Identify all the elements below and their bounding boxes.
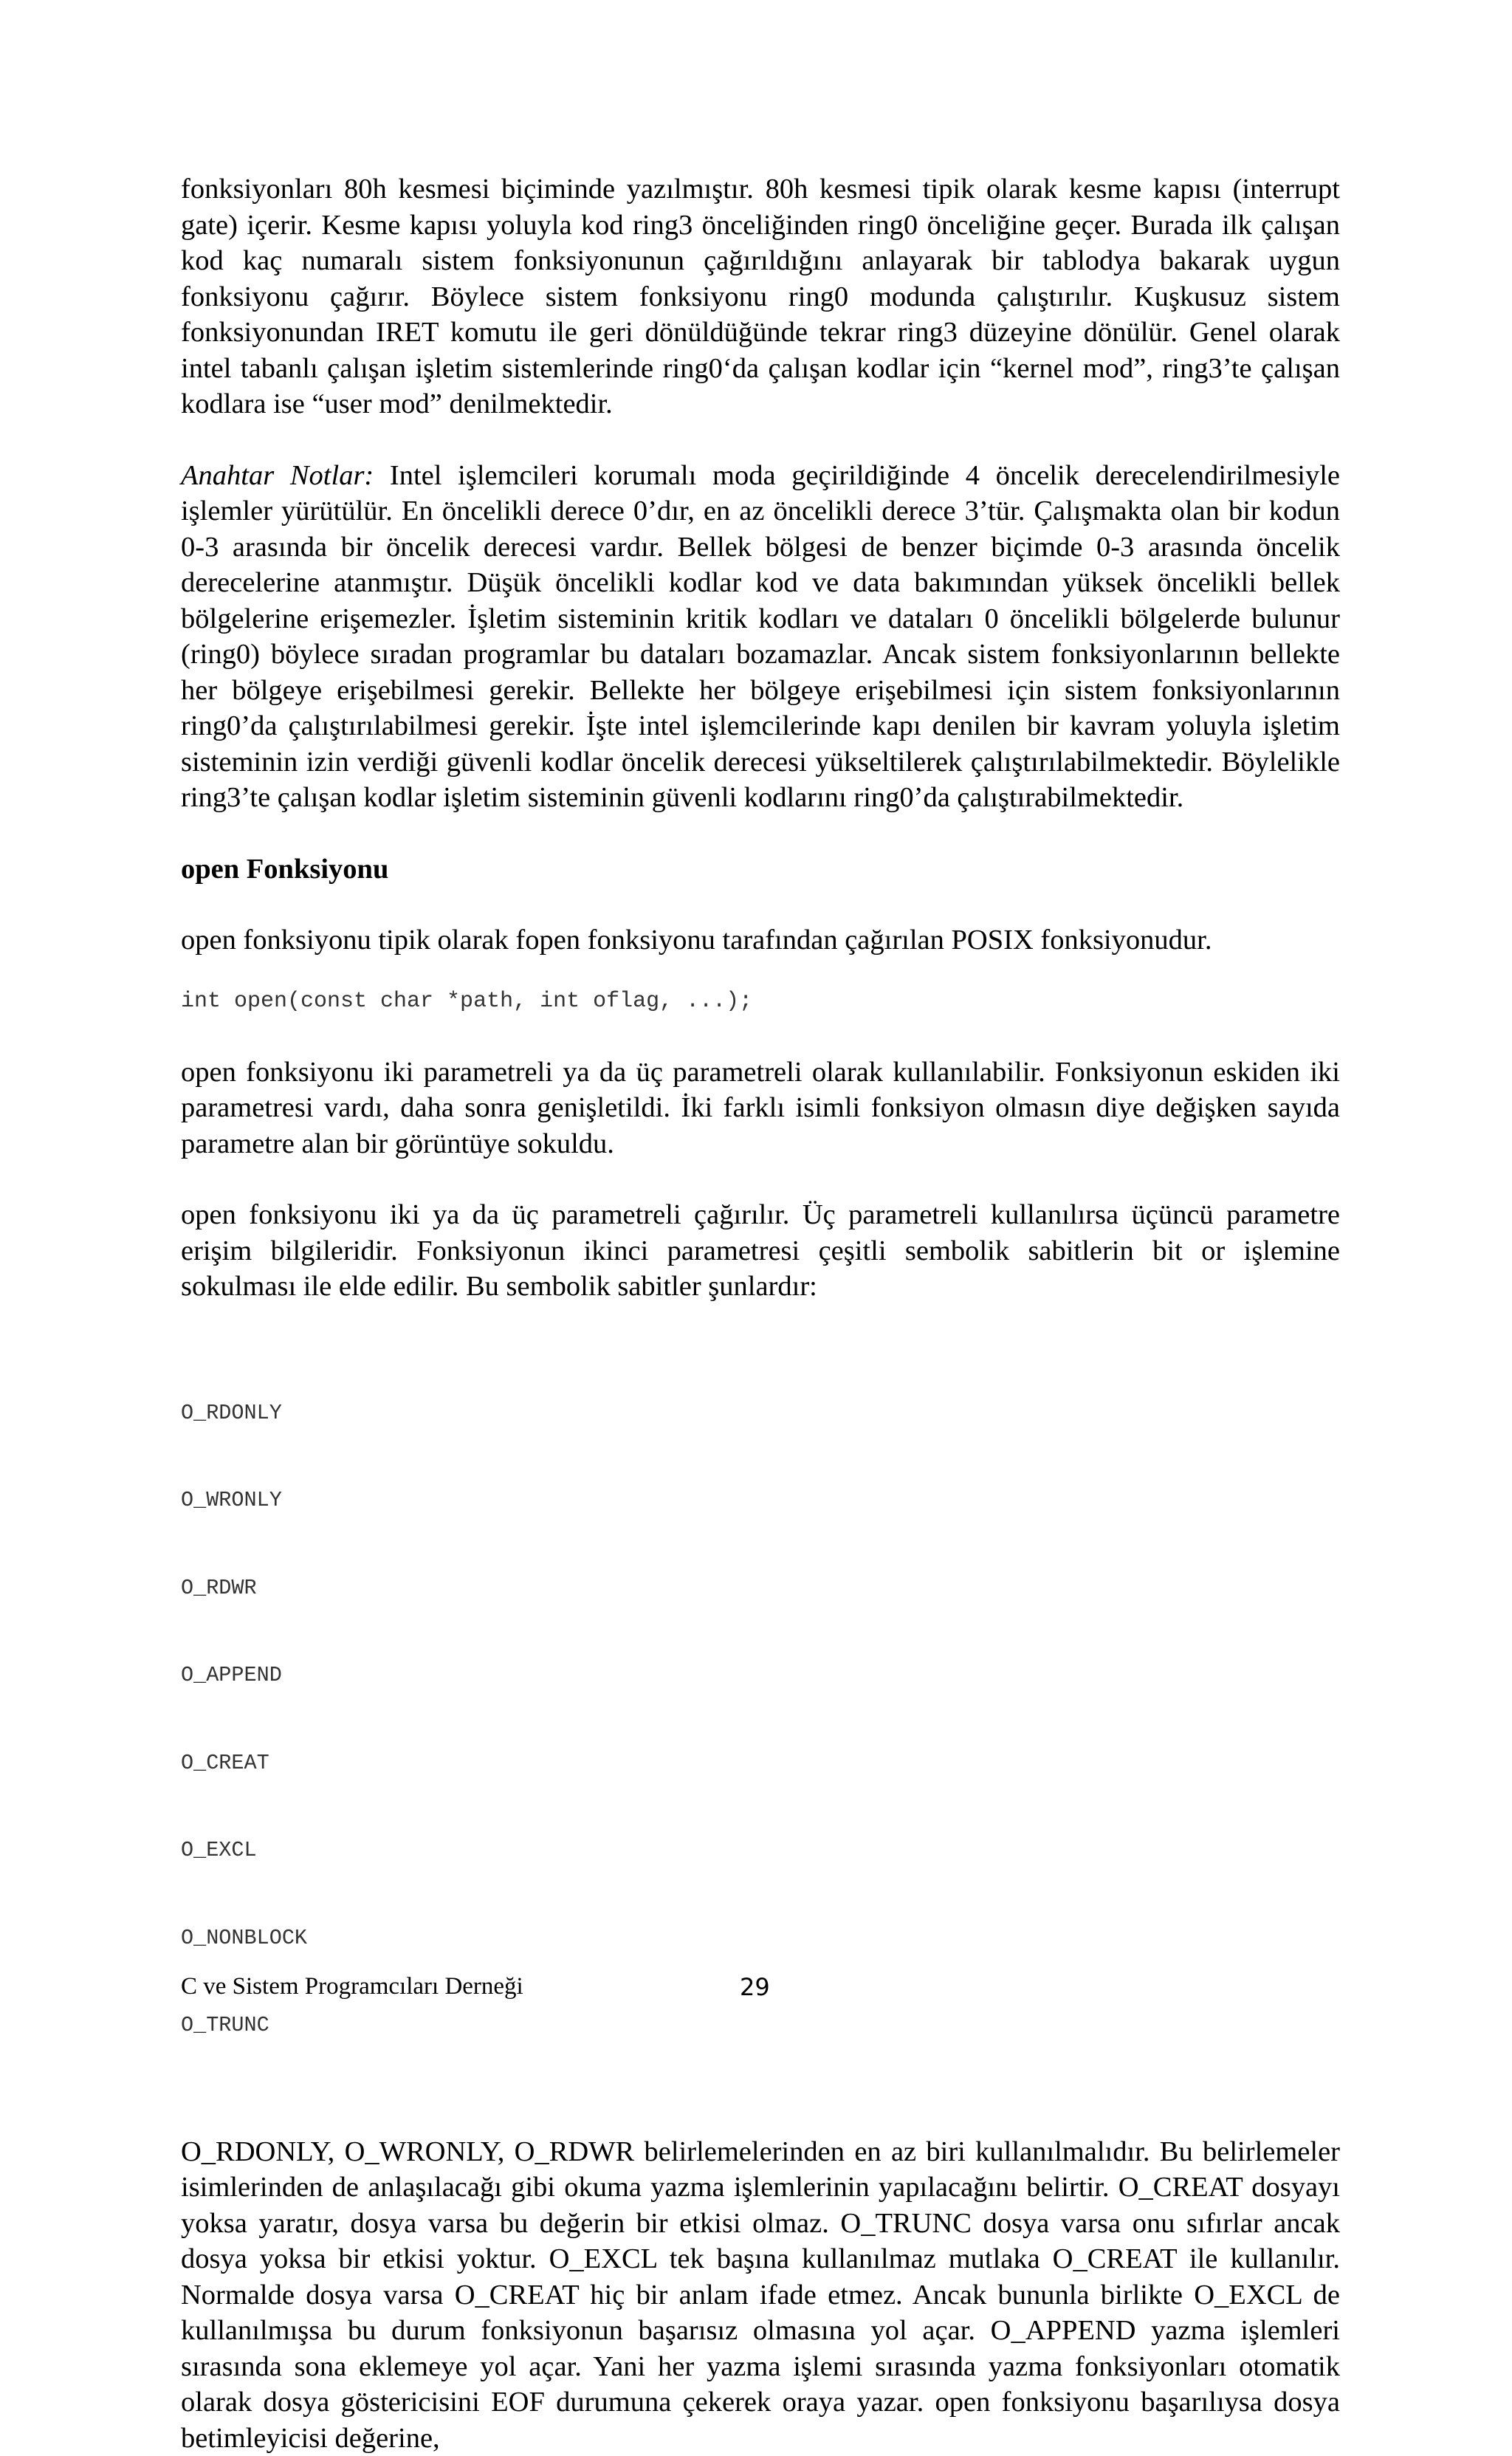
flag-item: O_TRUNC [181,2011,1340,2040]
key-notes-label: Anahtar Notlar: [181,460,374,491]
flag-item: O_RDWR [181,1574,1340,1603]
code-open-signature: int open(const char *path, int oflag, ...); [181,984,1340,1019]
flag-item: O_CREAT [181,1749,1340,1778]
key-notes-paragraph [181,458,1340,816]
paragraph-open-intro: open fonksiyonu tipik olarak fopen fonksiyonu tarafından çağırılan POSIX fonksiyonudur. [181,922,1340,958]
section-heading-open: open Fonksiyonu [181,851,1340,888]
flag-item: O_APPEND [181,1661,1340,1690]
flag-item: O_WRONLY [181,1486,1340,1515]
key-notes-body: Intel işlemcileri korumalı moda geçirildiğinde 4 öncelik derecelendirilmesiyle işlemler yürütülür. En öncelikli derece 0’dır, en az öncelikli derece 3’tür. Çalışmakta olan bir kodun 0-3 arasında bir öncelik derecesi vardır. Bellek bölgesi de benzer biçimde 0-3 arasında öncelik derecelerine atanmıştır. Düşük öncelikli kodlar kod ve data bakımından yüksek öncelikli bellek bölgelerine erişemezler. İşletim sisteminin kritik kodları ve dataları 0 öncelikli bölgelerde bulunur (ring0) böylece sıradan programlar bu dataları bozamazlar. Ancak sistem fonksiyonlarının bellekte her bölgeye erişebilmesi gerekir. Bellekte her bölgeye erişebilmesi için sistem fonksiyonlarının ring0’da çalıştırılabilmesi gerekir. İşte intel işlemcilerinde kapı denilen bir kavram yoluyla işletim sisteminin izin verdiği güvenli kodlar öncelik derecesi yükseltilerek çalıştırılabilmektedir. Böylelikle ring3’te çalışan kodlar işletim sisteminin güvenli kodlarını ring0’da çalıştırabilmektedir. [181,460,1340,814]
paragraph-system-call-intro: fonksiyonları 80h kesmesi biçiminde yazılmıştır. 80h kesmesi tipik olarak kesme kapısı (interrupt gate) içerir. Kesme kapısı yoluyla kod ring3 önceliğinden ring0 önceliğine geçer. Burada ilk çalışan kod kaç numaralı sistem fonksiyonunun çağırıldığını anlayarak bir tablodya bakarak uygun fonksiyonu çağırır. Böylece sistem fonksiyonu ring0 modunda çalıştırılır. Kuşkusuz sistem fonksiyonundan IRET komutu ile geri dönüldüğünde tekrar ring3 düzeyine dönülür. Genel olarak intel tabanlı çalışan işletim sistemlerinde ring0‘da çalışan kodlar için “kernel mod”, ring3’te çalışan kodlara ise “user mod” denilmektedir. [181,171,1340,422]
flag-item: O_RDONLY [181,1399,1340,1428]
flag-item: O_NONBLOCK [181,1924,1340,1953]
page-body [181,171,1340,2456]
paragraph-open-params: open fonksiyonu iki parametreli ya da üç parametreli olarak kullanılabilir. Fonksiyonun eskiden iki parametresi vardı, daha sonra genişletildi. İki farklı isimli fonksiyon olmasın diye değişken sayıda parametre alan bir görüntüye sokuldu. [181,1054,1340,1162]
paragraph-flags-explained: O_RDONLY, O_WRONLY, O_RDWR belirlemelerinden en az biri kullanılmalıdır. Bu belirlemeler isimlerinden de anlaşılacağı gibi okuma yazma işlemlerinin yapılacağını belirtir. O_CREAT dosyayı yoksa yaratır, dosya varsa bu değerin bir etkisi olmaz. O_TRUNC dosya varsa onu sıfırlar ancak dosya yoksa bir etkisi yoktur. O_EXCL tek başına kullanılmaz mutlaka O_CREAT ile kullanılır. Normalde dosya varsa O_CREAT hiç bir anlam ifade etmez. Ancak bununla birlikte O_EXCL de kullanılmışsa bu durum fonksiyonun başarısız olmasına yol açar. O_APPEND yazma işlemleri sırasında sona eklemeye yol açar. Yani her yazma işlemi sırasında yazma fonksiyonları otomatik olarak dosya göstericisini EOF durumuna çekerek oraya yazar. open fonksiyonu başarılıysa dosya betimleyicisi değerine, [181,2134,1340,2456]
footer-organization: C ve Sistem Programcıları Derneği [181,1973,523,2000]
flag-item: O_EXCL [181,1836,1340,1865]
paragraph-open-flags-intro: open fonksiyonu iki ya da üç parametreli çağırılır. Üç parametreli kullanılırsa üçüncü parametre erişim bilgileridir. Fonksiyonun ikinci parametresi çeşitli sembolik sabitlerin bit or işlemine sokulması ile elde edilir. Bu sembolik sabitler şunlardır: [181,1197,1340,1305]
page-number: 29 [740,1973,770,2001]
